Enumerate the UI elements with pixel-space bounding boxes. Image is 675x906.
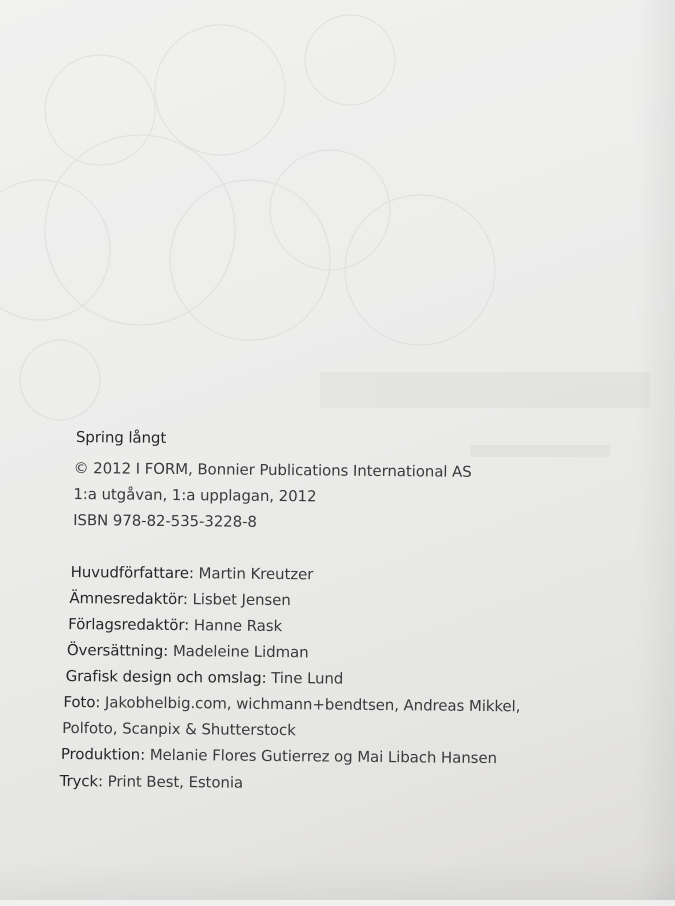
credit-value: Polfoto, Scanpix & Shutterstock (62, 718, 296, 740)
isbn-line: ISBN 978-82-535-3228-8 (73, 511, 257, 531)
credit-label: Grafisk design och omslag: (65, 666, 267, 687)
credit-line (62, 719, 296, 739)
credit-line (63, 693, 520, 715)
credit-line (68, 615, 282, 635)
credit-value: Tine Lund (266, 668, 344, 688)
credit-line (61, 745, 497, 767)
credit-value: Jakobhelbig.com, wichmann+bendtsen, Andreas Mikkel, (100, 693, 521, 716)
copyright-line: © 2012 I FORM, Bonnier Publications International AS (73, 459, 472, 481)
credit-label: Huvudförfattare: (70, 563, 194, 583)
credit-value: Madeleine Lidman (168, 641, 309, 662)
credit-label: Ämnesredaktör: (69, 589, 188, 609)
credit-line (66, 667, 344, 688)
page-bottom-shadow (0, 860, 675, 900)
credit-label: Förlagsredaktör: (68, 614, 190, 635)
credit-value: Melanie Flores Gutierrez og Mai Libach Hansen (145, 745, 498, 768)
credit-label: Översättning: (66, 640, 169, 660)
credit-label: Produktion: (60, 744, 146, 764)
credit-value: Martin Kreutzer (193, 564, 314, 584)
credit-line (71, 563, 314, 583)
credit-line (60, 772, 244, 792)
credit-value: Print Best, Estonia (102, 772, 244, 792)
credit-line (67, 641, 309, 661)
edition-line: 1:a utgåvan, 1:a upplagan, 2012 (73, 485, 317, 506)
credit-line (69, 589, 291, 609)
credit-value: Hanne Rask (189, 616, 283, 636)
book-title: Spring långt (75, 428, 167, 447)
page-edge-shadow (635, 0, 675, 900)
credit-value: Lisbet Jensen (187, 590, 291, 610)
credit-label: Tryck: (59, 771, 104, 791)
credit-label: Foto: (63, 692, 101, 712)
